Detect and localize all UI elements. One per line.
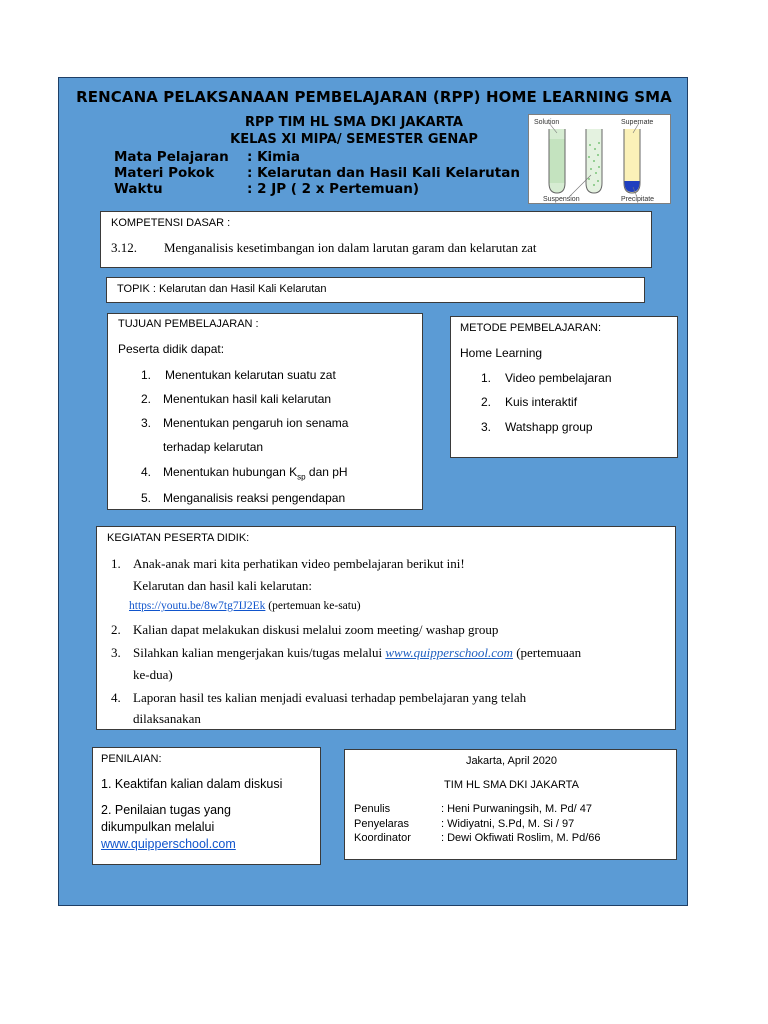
list-item: 3. Menentukan pengaruh ion senama bbox=[141, 416, 349, 430]
penilaian-box bbox=[92, 747, 321, 865]
list-item: 2. Menentukan hasil kali kelarutan bbox=[141, 392, 332, 406]
kegiatan-box bbox=[96, 526, 676, 730]
quipper-link[interactable]: www.quipperschool.com bbox=[385, 645, 513, 660]
subtitle-team: RPP TIM HL SMA DKI JAKARTA bbox=[245, 115, 463, 130]
list-item-continuation: terhadap kelarutan bbox=[163, 440, 264, 454]
kegiatan-item-3-cont: ke-dua) bbox=[133, 667, 173, 682]
list-item: 2. Kuis interaktif bbox=[481, 395, 578, 409]
kegiatan-item-4-cont: dilaksanakan bbox=[133, 711, 201, 726]
tujuan-intro: Peserta didik dapat: bbox=[118, 342, 225, 356]
kegiatan-item-number: 1. bbox=[111, 556, 121, 571]
kompetensi-dasar-box bbox=[100, 211, 652, 268]
penilaian-item-2: 2. Penilaian tugas yang bbox=[101, 803, 231, 817]
signature-place-date: Jakarta, April 2020 bbox=[465, 755, 558, 767]
subject-meta bbox=[114, 149, 520, 197]
rpp-frame bbox=[58, 77, 688, 906]
kegiatan-item-number: 2. bbox=[111, 622, 121, 637]
meta-row-topic: Materi Pokok : Kelarutan dan Hasil Kali Kelarutan bbox=[114, 165, 520, 181]
list-item: 4. Menentukan hubungan $K_{sp}$ dan pH bbox=[141, 465, 348, 482]
meta-row-time: Waktu : 2 JP ( 2 x Pertemuan) bbox=[114, 181, 420, 197]
signature-box bbox=[344, 749, 677, 860]
kegiatan-item-1-link-line: https://youtu.be/8w7tg7IJ2Ek (pertemuan ke-satu) bbox=[129, 600, 361, 612]
kegiatan-item-1-sub: Kelarutan dan hasil kali kelarutan: bbox=[133, 578, 313, 593]
signature-role: Koordinator bbox=[354, 832, 411, 844]
label-suspension: Suspension bbox=[543, 196, 580, 203]
tujuan-box bbox=[107, 313, 423, 510]
list-item: 3. Watshapp group bbox=[481, 420, 593, 434]
signature-name: : Dewi Okfiwati Roslim, M. Pd/66 bbox=[441, 832, 601, 844]
kegiatan-item-4: Laporan hasil tes kalian menjadi evaluasi terhadap pembelajaran yang telah bbox=[133, 690, 527, 705]
label-supernate: Supernate bbox=[621, 119, 654, 126]
metode-intro: Home Learning bbox=[460, 346, 543, 360]
signature-team: TIM HL SMA DKI JAKARTA bbox=[444, 779, 579, 791]
signature-role: Penyelaras bbox=[354, 818, 410, 830]
signature-name: : Widiyatni, S.Pd, M. Si / 97 bbox=[441, 818, 575, 830]
kompetensi-text: Menganalisis kesetimbangan ion dalam larutan garam dan kelarutan zat bbox=[164, 240, 537, 255]
kegiatan-item-3: Silahkan kalian mengerjakan kuis/tugas melalui www.quipperschool.com (pertemuaan bbox=[133, 645, 582, 660]
tujuan-heading: TUJUAN PEMBELAJARAN : bbox=[118, 318, 259, 330]
metode-heading: METODE PEMBELAJARAN: bbox=[460, 322, 601, 334]
penilaian-item-1: 1. Keaktifan kalian dalam diskusi bbox=[101, 777, 283, 791]
list-item: 1. Video pembelajaran bbox=[481, 371, 612, 385]
kegiatan-item-number: 3. bbox=[111, 645, 121, 660]
list-item: 5. Menganalisis reaksi pengendapan bbox=[141, 491, 346, 505]
kegiatan-heading: KEGIATAN PESERTA DIDIK: bbox=[107, 532, 250, 544]
youtube-link[interactable]: https://youtu.be/8w7tg7IJ2Ek bbox=[129, 600, 266, 612]
penilaian-heading: PENILAIAN: bbox=[101, 753, 162, 765]
topik-text: TOPIK : Kelarutan dan Hasil Kali Kelarutan bbox=[117, 283, 327, 295]
kegiatan-item-2: Kalian dapat melakukan diskusi melalui zoom meeting/ washap group bbox=[133, 622, 499, 637]
kompetensi-number: 3.12. bbox=[111, 240, 137, 255]
penilaian-item-2-cont: dikumpulkan melalui bbox=[101, 820, 215, 834]
metode-box bbox=[450, 316, 678, 458]
penilaian-quipper-link[interactable]: www.quipperschool.com bbox=[101, 837, 236, 851]
signature-name: : Heni Purwaningsih, M. Pd/ 47 bbox=[441, 803, 593, 815]
test-tubes-icon bbox=[529, 115, 670, 203]
subtitle-class: KELAS XI MIPA/ SEMESTER GENAP bbox=[230, 132, 478, 147]
meta-row-subject: Mata Pelajaran : Kimia bbox=[114, 149, 300, 165]
label-solution: Solution bbox=[534, 119, 560, 126]
label-precipitate: Precipitate bbox=[621, 196, 655, 203]
kegiatan-item-number: 4. bbox=[111, 690, 121, 705]
list-item: 1. Menentukan kelarutan suatu zat bbox=[141, 368, 336, 382]
topik-box bbox=[106, 277, 645, 303]
signature-role: Penulis bbox=[354, 803, 391, 815]
kegiatan-item-1: Anak-anak mari kita perhatikan video pembelajaran berikut ini! bbox=[133, 556, 465, 571]
kompetensi-heading: KOMPETENSI DASAR : bbox=[111, 217, 231, 229]
test-tubes-illustration bbox=[528, 114, 671, 204]
page-title: RENCANA PELAKSANAAN PEMBELAJARAN (RPP) HOME LEARNING SMA bbox=[76, 88, 672, 106]
